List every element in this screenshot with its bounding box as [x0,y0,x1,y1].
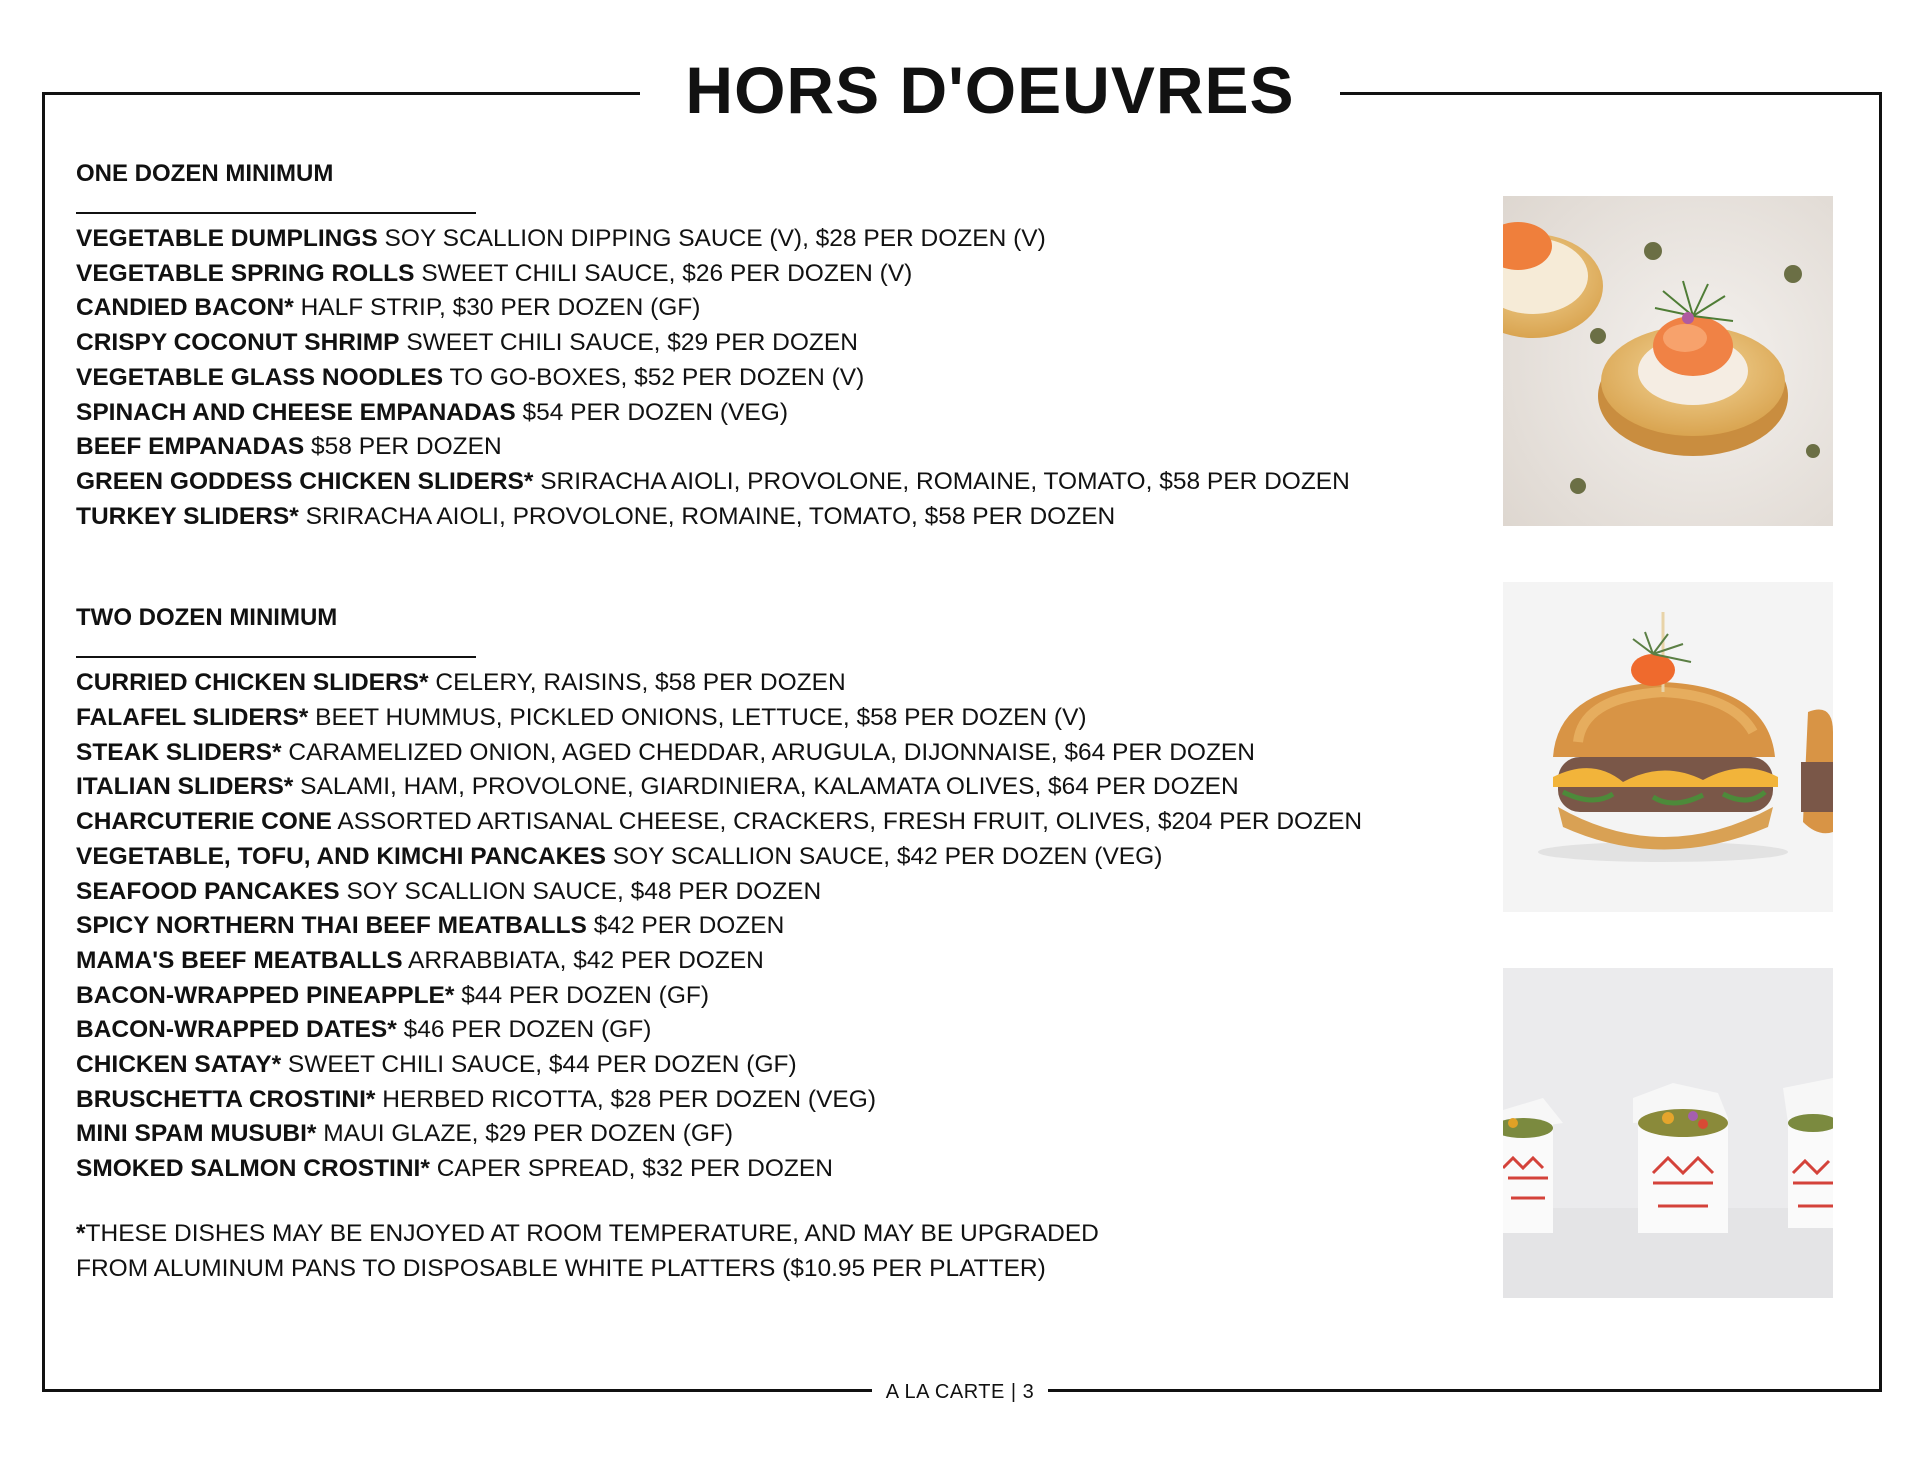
menu-item [76,666,1456,701]
item-name: VEGETABLE, TOFU, AND KIMCHI PANCAKES [76,842,606,870]
item-name: SMOKED SALMON CROSTINI* [76,1155,430,1183]
item-detail: CAPER SPREAD, $32 PER DOZEN [436,1155,833,1183]
menu-item [76,944,1456,979]
section-heading: TWO DOZEN MINIMUM [76,604,338,632]
item-detail: SOY SCALLION SAUCE, $48 PER DOZEN [346,877,822,905]
item-name: VEGETABLE SPRING ROLLS [76,259,415,287]
menu-item [76,770,1456,805]
item-name: SPINACH AND CHEESE EMPANADAS [76,398,516,426]
item-detail: SRIRACHA AIOLI, PROVOLONE, ROMAINE, TOMATO, $58 PER DOZEN [305,502,1116,530]
item-name: CHARCUTERIE CONE [76,808,332,836]
footnote-text: THESE DISHES MAY BE ENJOYED AT ROOM TEMPERATURE, AND MAY BE UPGRADED [85,1219,1099,1247]
item-name: BEEF EMPANADAS [76,433,305,461]
item-name: TURKEY SLIDERS* [76,502,299,530]
item-name: CURRIED CHICKEN SLIDERS* [76,669,429,697]
item-detail: BEET HUMMUS, PICKLED ONIONS, LETTUCE, $58 PER DOZEN (V) [315,704,1087,732]
menu-item [76,257,1456,292]
item-detail: SWEET CHILI SAUCE, $44 PER DOZEN (GF) [287,1051,797,1079]
item-name: BRUSCHETTA CROSTINI* [76,1085,376,1113]
item-detail: MAUI GLAZE, $29 PER DOZEN (GF) [323,1120,734,1148]
item-name: SEAFOOD PANCAKES [76,877,340,905]
item-name: ITALIAN SLIDERS* [76,773,294,801]
item-detail: ASSORTED ARTISANAL CHEESE, CRACKERS, FRESH FRUIT, OLIVES, $204 PER DOZEN [337,808,1363,836]
item-detail: SWEET CHILI SAUCE, $29 PER DOZEN [406,329,858,357]
menu-item [76,736,1456,771]
footnote-line: FROM ALUMINUM PANS TO DISPOSABLE WHITE PLATTERS ($10.95 PER PLATTER) [76,1254,1046,1282]
item-name: VEGETABLE GLASS NOODLES [76,363,444,391]
item-name: MINI SPAM MUSUBI* [76,1120,317,1148]
menu-item [76,430,1456,465]
item-name: CHICKEN SATAY* [76,1051,282,1079]
item-detail: $58 PER DOZEN [311,433,502,461]
page-title: HORS D'OEUVRES [640,50,1340,130]
heading-underline [76,656,476,658]
menu-item [76,1117,1456,1152]
item-name: BACON-WRAPPED DATES* [76,1016,397,1044]
menu-item [76,396,1456,431]
section-two-dozen [76,604,1456,1187]
item-name: STEAK SLIDERS* [76,738,282,766]
menu-content [76,160,1456,1286]
item-name: CANDIED BACON* [76,294,294,322]
section-heading: ONE DOZEN MINIMUM [76,160,334,187]
item-detail: TO GO-BOXES, $52 PER DOZEN (V) [449,363,865,391]
heading-underline [76,212,476,214]
menu-item [76,1152,1456,1187]
item-name: VEGETABLE DUMPLINGS [76,225,378,252]
menu-item [76,805,1456,840]
menu-item [76,840,1456,875]
menu-item [76,979,1456,1014]
item-detail: $46 PER DOZEN (GF) [403,1016,652,1044]
item-name: MAMA'S BEEF MEATBALLS [76,946,403,974]
section-one-dozen [76,160,1456,534]
menu-item [76,909,1456,944]
menu-item [76,1083,1456,1118]
section-spacer [76,534,1456,604]
item-detail: SRIRACHA AIOLI, PROVOLONE, ROMAINE, TOMATO, $58 PER DOZEN [540,467,1350,495]
item-detail: HERBED RICOTTA, $28 PER DOZEN (VEG) [382,1085,876,1113]
item-detail: CELERY, RAISINS, $58 PER DOZEN [435,669,846,697]
salmon-crostini-photo [1503,196,1833,526]
item-name: GREEN GODDESS CHICKEN SLIDERS* [76,467,534,495]
item-detail: $44 PER DOZEN (GF) [461,981,710,1009]
menu-item [76,465,1456,500]
item-name: SPICY NORTHERN THAI BEEF MEATBALLS [76,912,587,940]
item-detail: $42 PER DOZEN [593,912,785,940]
menu-item [76,1048,1456,1083]
item-name: BACON-WRAPPED PINEAPPLE* [76,981,455,1009]
footnote-line [76,1217,1456,1252]
menu-item [76,326,1456,361]
item-detail: SOY SCALLION SAUCE, $42 PER DOZEN (VEG) [612,842,1163,870]
menu-item [76,500,1456,535]
menu-item [76,361,1456,396]
item-detail: SALAMI, HAM, PROVOLONE, GIARDINIERA, KALAMATA OLIVES, $64 PER DOZEN [300,773,1239,801]
item-detail: ARRABBIATA, $42 PER DOZEN [408,946,764,974]
menu-item [76,875,1456,910]
menu-item [76,701,1456,736]
item-detail: CARAMELIZED ONION, AGED CHEDDAR, ARUGULA, DIJONNAISE, $64 PER DOZEN [288,738,1255,766]
footnote-star: * [76,1219,86,1247]
footnote [76,1217,1456,1286]
item-name: CRISPY COCONUT SHRIMP [76,329,400,357]
menu-item [76,291,1456,326]
slider-photo [1503,582,1833,912]
menu-item [76,222,1456,257]
item-detail: SOY SCALLION DIPPING SAUCE (V), $28 PER DOZEN (V) [384,225,1046,252]
item-name: FALAFEL SLIDERS* [76,704,309,732]
item-detail: HALF STRIP, $30 PER DOZEN (GF) [300,294,701,322]
page-footer: A LA CARTE | 3 [872,1380,1048,1404]
noodle-boxes-photo [1503,968,1833,1298]
item-detail: $54 PER DOZEN (VEG) [522,398,788,426]
item-detail: SWEET CHILI SAUCE, $26 PER DOZEN (V) [421,259,913,287]
menu-item [76,1013,1456,1048]
